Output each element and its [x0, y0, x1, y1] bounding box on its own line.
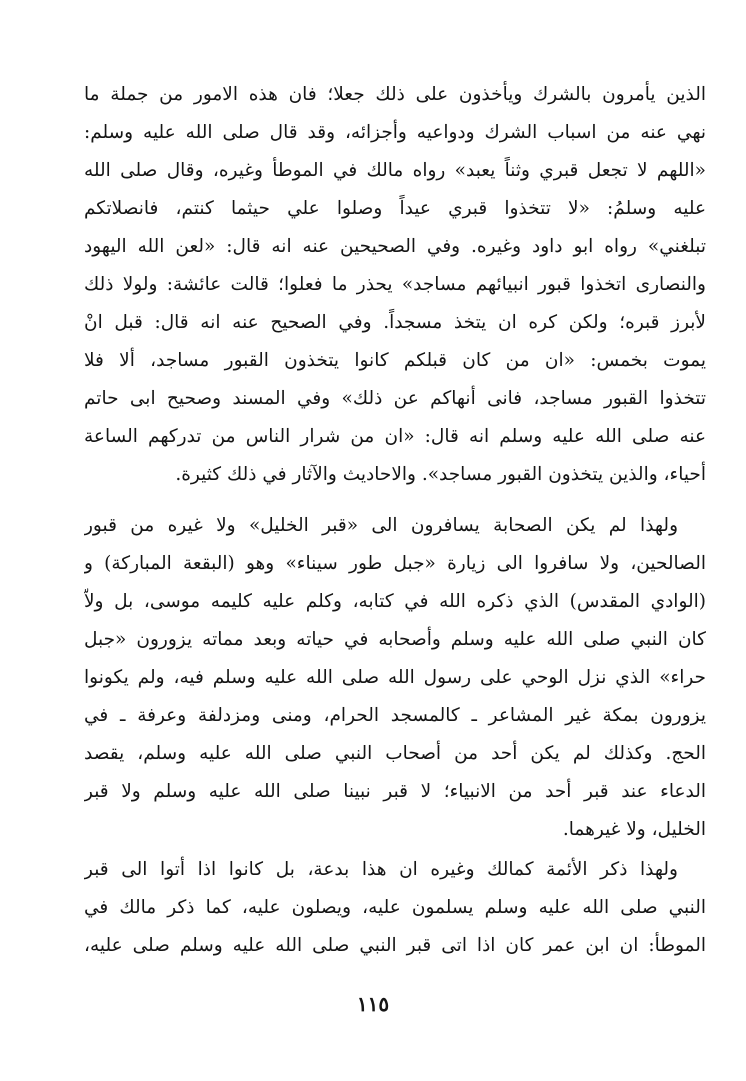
text-line: ولهذا ذكر الأئمة كمالك وغيره ان هذا بدعة، بل كانوا اذا أتوا الى قبر: [84, 859, 678, 880]
text-line: الصالحين، ولا سافروا الى زيارة «جبل طور سيناء» وهو (البقعة المباركة) و: [84, 553, 706, 574]
paragraph-1: [84, 76, 706, 494]
text-line: الدعاء عند قبر أحد من الانبياء؛ لا قبر نبينا صلى الله عليه وسلم ولا قبر: [84, 781, 706, 802]
text-line: ولهذا لم يكن الصحابة يسافرون الى «قبر الخليل» ولا غيره من قبور: [84, 515, 678, 536]
text-line: (الوادي المقدس) الذي ذكره الله في كتابه، وكلم عليه كليمه موسى، بل ولاّ: [84, 591, 706, 612]
text-line: الموطأ: ان ابن عمر كان اذا اتى قبر النبي صلى الله عليه وسلم صلى عليه،: [84, 935, 706, 956]
text-line: النبي صلى الله عليه وسلم يسلمون عليه، ويصلون عليه، كما ذكر مالك في: [84, 897, 706, 918]
page-number: ١١٥: [356, 992, 390, 1016]
text-line: يموت بخمس: «ان من كان قبلكم كانوا يتخذون القبور مساجد، ألا فلا: [84, 350, 706, 371]
paragraph-2: [84, 507, 706, 849]
text-line: عليه وسلمُ: «لا تتخذوا قبري عيداً وصلوا علي حيثما كنتم، فانصلاتكم: [84, 198, 706, 219]
text-line: تبلغني» رواه ابو داود وغيره. وفي الصحيحين عنه انه قال: «لعن الله اليهود: [84, 236, 706, 257]
paragraph-3: [84, 851, 706, 965]
text-line: نهي عنه من اسباب الشرك ودواعيه وأجزائه، وقد قال صلى الله عليه وسلم:: [84, 122, 706, 143]
text-line: تتخذوا القبور مساجد، فانى أنهاكم عن ذلك» وفي المسند وصحيح ابى حاتم: [84, 388, 706, 409]
text-line: كان النبي صلى الله عليه وسلم وأصحابه في حياته وبعد مماته يزورون «جبل: [84, 629, 706, 650]
text-line: والنصارى اتخذوا قبور انبيائهم مساجد» يحذر ما فعلوا؛ قالت عائشة: ولولا ذلك: [84, 274, 706, 295]
text-line: حراء» الذي نزل الوحي على رسول الله صلى الله عليه وسلم فيه، ولم يكونوا: [84, 667, 706, 688]
text-line: الحج. وكذلك لم يكن أحد من أصحاب النبي صلى الله عليه وسلم، يقصد: [84, 743, 706, 764]
text-line: يزورون بمكة غير المشاعر ـ كالمسجد الحرام، ومنى ومزدلفة وعرفة ـ في: [84, 705, 706, 726]
text-line: أحياء، والذين يتخذون القبور مساجد». والاحاديث والآثار في ذلك كثيرة.: [175, 464, 706, 485]
text-line: عنه صلى الله عليه وسلم انه قال: «ان من شرار الناس من تدركهم الساعة: [84, 426, 706, 447]
text-line: «اللهم لا تجعل قبري وثناً يعبد» رواه مالك في الموطأ وغيره، وقال صلى الله: [84, 160, 706, 181]
text-line: الذين يأمرون بالشرك ويأخذون على ذلك جعلا؛ فان هذه الامور من جملة ما: [84, 84, 706, 105]
text-line: لأبرز قبره؛ ولكن كره ان يتخذ مسجداً. وفي الصحيح عنه انه قال: قبل انْ: [84, 312, 706, 333]
text-line: الخليل، ولا غيرهما.: [562, 819, 706, 840]
